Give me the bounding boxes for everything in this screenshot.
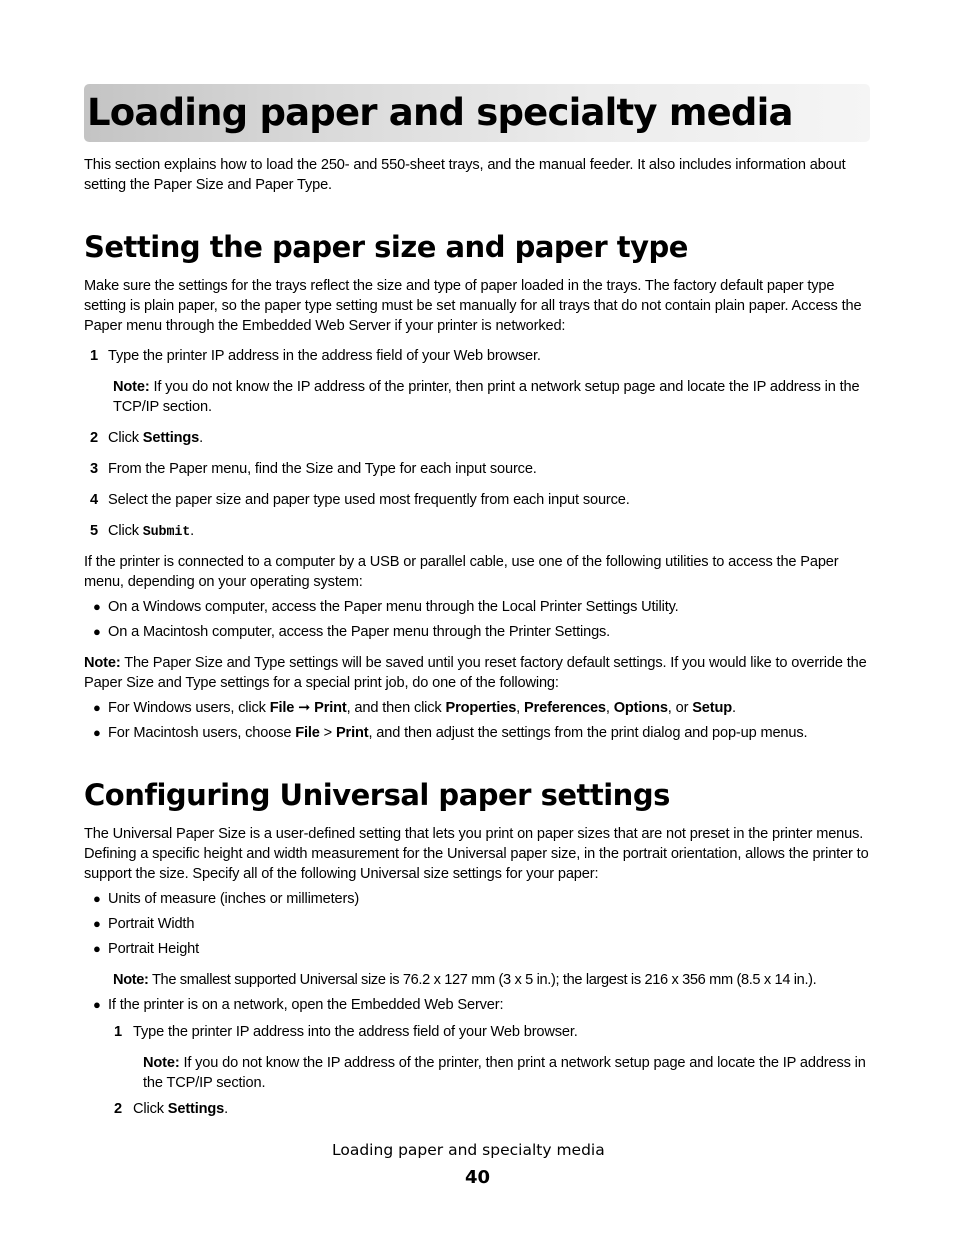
bullet-dot: ● xyxy=(93,599,101,614)
list-item: Units of measure (inches or millimeters) xyxy=(108,891,360,907)
submit-code-label: Submit xyxy=(142,525,191,540)
note-ip-address xyxy=(113,377,879,417)
bullet-dot: ● xyxy=(93,997,101,1012)
note-label: Note: xyxy=(113,379,150,395)
step-text: Select the paper size and paper type used most frequently from each input source. xyxy=(108,492,630,508)
step-text: Type the printer IP address in the address field of your Web browser. xyxy=(108,348,541,364)
section2-intro-paragraph: The Universal Paper Size is a user-defined setting that lets you print on paper sizes that are not preset in the printer menus. Defining a specific height and width measurement for the Universal paper size, in the portrait orientation, allows the printer to support the size. Specify all of the following Universal size settings for your paper: xyxy=(84,826,869,882)
chapter-title: Loading paper and specialty media xyxy=(87,91,793,134)
step-text: Click Settings. xyxy=(133,1101,229,1117)
note-ip-address xyxy=(143,1053,873,1093)
note-text: If you do not know the IP address of the printer, then print a network setup page and locate the IP address in the TCP/IP section. xyxy=(113,379,860,415)
section-heading-universal-paper: Configuring Universal paper settings xyxy=(84,778,670,812)
step-text: Type the printer IP address into the address field of your Web browser. xyxy=(133,1024,578,1040)
settings-label: Settings xyxy=(142,430,200,446)
list-item: On a Macintosh computer, access the Paper menu through the Printer Settings. xyxy=(108,624,611,640)
note-override-settings xyxy=(84,653,876,693)
note-text: If you do not know the IP address of the printer, then print a network setup page and locate the IP address in the TCP/IP section. xyxy=(143,1055,866,1091)
step-number: 1 xyxy=(90,348,99,364)
page-number: 40 xyxy=(465,1167,491,1188)
bullet-dot: ● xyxy=(93,700,101,715)
list-item-macintosh: For Macintosh users, choose File > Print, and then adjust the settings from the print dialog and pop-up menus. xyxy=(108,725,808,741)
note-label: Note: xyxy=(143,1055,180,1071)
section-heading-paper-size-type: Setting the paper size and paper type xyxy=(84,230,688,264)
note-text: The smallest supported Universal size is 76.2 x 127 mm (3 x 5 in.); the largest is 216 x 356 mm (8.5 x 14 in.). xyxy=(148,972,817,988)
bullet-dot: ● xyxy=(93,891,101,906)
footer-chapter-label: Loading paper and specialty media xyxy=(332,1141,605,1159)
step-text: Click Settings. xyxy=(108,430,204,446)
section1-intro-paragraph: Make sure the settings for the trays reflect the size and type of paper loaded in the trays. The factory default paper type setting is plain paper, so the paper type setting must be set manually for all trays that do not contain plain paper. Access the Paper menu through the Embedded Web Server if your printer is networked: xyxy=(84,278,862,334)
step-number: 4 xyxy=(90,492,99,508)
step-text: From the Paper menu, find the Size and Type for each input source. xyxy=(108,461,537,477)
bullet-dot: ● xyxy=(93,725,101,740)
list-item-windows: For Windows users, click File ➞ Print, and then click Properties, Preferences, Options, or Setup. xyxy=(108,700,736,716)
step-number: 2 xyxy=(114,1101,123,1117)
list-item: If the printer is on a network, open the Embedded Web Server: xyxy=(108,997,504,1013)
bullet-dot: ● xyxy=(93,941,101,956)
bullet-dot: ● xyxy=(93,916,101,931)
step-number: 1 xyxy=(114,1024,123,1040)
list-item: On a Windows computer, access the Paper menu through the Local Printer Settings Utility. xyxy=(108,599,679,615)
note-label: Note: xyxy=(84,655,121,671)
note-universal-size xyxy=(113,970,816,990)
step-number: 5 xyxy=(90,523,99,539)
arrow-icon: ➞ xyxy=(294,700,315,716)
list-item: Portrait Width xyxy=(108,916,195,932)
note-text: The Paper Size and Type settings will be saved until you reset factory default settings. If you would like to override the Paper Size and Type settings for a special print job, do one of the following: xyxy=(84,655,867,691)
step-number: 2 xyxy=(90,430,99,446)
intro-paragraph: This section explains how to load the 250- and 550-sheet trays, and the manual feeder. It also includes information about setting the Paper Size and Paper Type. xyxy=(84,157,846,193)
bullet-dot: ● xyxy=(93,624,101,639)
settings-label: Settings xyxy=(167,1101,225,1117)
usb-paragraph: If the printer is connected to a computer by a USB or parallel cable, use one of the following utilities to access the Paper menu, depending on your operating system: xyxy=(84,554,839,590)
note-label: Note: xyxy=(113,972,149,988)
step-number: 3 xyxy=(90,461,99,477)
step-text: Click Submit. xyxy=(108,523,195,540)
list-item: Portrait Height xyxy=(108,941,200,957)
